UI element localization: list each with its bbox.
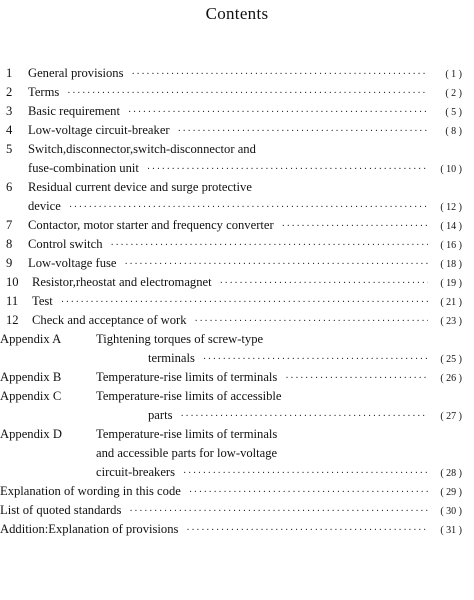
- table-of-contents: [0, 66, 462, 541]
- toc-entry[interactable]: [6, 123, 462, 142]
- toc-entry[interactable]: [6, 256, 462, 275]
- toc-entry-page: ( 27 ): [440, 411, 462, 422]
- dot-leader: [61, 297, 428, 308]
- back-matter-title: List of quoted standards: [0, 503, 122, 517]
- toc-entry-title: Terms: [28, 85, 60, 99]
- toc-back-matter-entry[interactable]: [0, 522, 462, 541]
- back-matter-title: Explanation of wording in this code: [0, 484, 181, 498]
- appendix-title-continued: parts: [148, 408, 173, 422]
- toc-appendix-entry[interactable]: [0, 370, 462, 389]
- toc-entry-number: 2: [6, 85, 13, 99]
- toc-entry-page: ( 29 ): [440, 487, 462, 498]
- toc-entry[interactable]: [6, 142, 462, 161]
- dot-leader: [147, 164, 428, 175]
- toc-entry-number: 8: [6, 237, 13, 251]
- toc-entry-page: ( 19 ): [440, 278, 462, 289]
- dot-leader: [195, 316, 428, 327]
- toc-appendix-continuation[interactable]: [0, 408, 462, 427]
- dot-leader: [124, 259, 428, 270]
- toc-entry[interactable]: [6, 104, 462, 123]
- appendix-label: Appendix D: [0, 427, 62, 441]
- dot-leader: [180, 411, 428, 422]
- toc-entry-title: Low-voltage circuit-breaker: [28, 123, 170, 137]
- toc-entry[interactable]: [6, 275, 462, 294]
- toc-back-matter-entry[interactable]: [0, 503, 462, 522]
- toc-entry-page: ( 31 ): [440, 525, 462, 536]
- appendix-title: Temperature-rise limits of accessible: [96, 389, 282, 403]
- toc-entry-page: ( 28 ): [440, 468, 462, 479]
- dot-leader: [220, 278, 428, 289]
- toc-entry-title: Residual current device and surge protective: [28, 180, 252, 194]
- toc-entry-page: ( 30 ): [440, 506, 462, 517]
- dot-leader: [178, 126, 428, 137]
- appendix-title-continued: terminals: [148, 351, 195, 365]
- toc-entry-title-continued: device: [28, 199, 61, 213]
- toc-entry-page: ( 18 ): [440, 259, 462, 270]
- dot-leader: [131, 69, 428, 80]
- dot-leader: [111, 240, 428, 251]
- toc-appendix-entry[interactable]: [0, 332, 462, 351]
- toc-entry-page: ( 10 ): [440, 164, 462, 175]
- toc-entry-page: ( 2 ): [445, 88, 462, 99]
- appendix-title-continued: circuit-breakers: [96, 465, 176, 479]
- toc-entry[interactable]: [6, 237, 462, 256]
- toc-entry-continuation[interactable]: [6, 199, 462, 218]
- toc-entry[interactable]: [6, 66, 462, 85]
- toc-entry[interactable]: [6, 180, 462, 199]
- dot-leader: [183, 468, 428, 479]
- toc-entry-page: ( 23 ): [440, 316, 462, 327]
- toc-entry-number: 10: [6, 275, 19, 289]
- appendix-label: Appendix C: [0, 389, 62, 403]
- appendix-title: Temperature-rise limits of terminals: [96, 427, 278, 441]
- toc-entry[interactable]: [6, 218, 462, 237]
- toc-entry-title: Low-voltage fuse: [28, 256, 117, 270]
- toc-appendix-entry[interactable]: [0, 389, 462, 408]
- toc-appendix-entry[interactable]: [0, 427, 462, 446]
- toc-entry[interactable]: [6, 85, 462, 104]
- dot-leader: [69, 202, 428, 213]
- toc-entry-page: ( 5 ): [445, 107, 462, 118]
- toc-entry-number: 9: [6, 256, 13, 270]
- toc-entry-title: Contactor, motor starter and frequency converter: [28, 218, 274, 232]
- toc-back-matter-entry[interactable]: [0, 484, 462, 503]
- toc-entry-number: 11: [6, 294, 19, 308]
- toc-appendix-continuation[interactable]: [0, 465, 462, 484]
- toc-entry-page: ( 25 ): [440, 354, 462, 365]
- toc-entry-number: 4: [6, 123, 13, 137]
- toc-entry-continuation[interactable]: [6, 161, 462, 180]
- back-matter-title: Addition:Explanation of provisions: [0, 522, 179, 536]
- toc-appendix-continuation[interactable]: [0, 351, 462, 370]
- toc-appendix-continuation[interactable]: [0, 446, 462, 465]
- toc-entry-number: 3: [6, 104, 13, 118]
- appendix-title-continued: and accessible parts for low-voltage: [96, 446, 278, 460]
- dot-leader: [67, 88, 428, 99]
- page-title: Contents: [205, 4, 269, 23]
- toc-entry-page: ( 14 ): [440, 221, 462, 232]
- appendix-title: Tightening torques of screw-type: [96, 332, 264, 346]
- toc-entry-number: 6: [6, 180, 13, 194]
- toc-entry-title: Test: [32, 294, 53, 308]
- toc-entry-page: ( 8 ): [445, 126, 462, 137]
- appendix-title: Temperature-rise limits of terminals: [96, 370, 278, 384]
- dot-leader: [186, 525, 428, 536]
- dot-leader: [128, 107, 428, 118]
- toc-entry-page: ( 26 ): [440, 373, 462, 384]
- toc-entry-title: General provisions: [28, 66, 124, 80]
- toc-entry-title-continued: fuse-combination unit: [28, 161, 139, 175]
- toc-entry-number: 12: [6, 313, 19, 327]
- toc-entry-title: Resistor,rheostat and electromagnet: [32, 275, 212, 289]
- toc-entry-page: ( 1 ): [445, 69, 462, 80]
- toc-entry-page: ( 12 ): [440, 202, 462, 213]
- dot-leader: [189, 487, 428, 498]
- toc-entry[interactable]: [6, 294, 462, 313]
- toc-entry[interactable]: [6, 313, 462, 332]
- toc-entry-page: ( 21 ): [440, 297, 462, 308]
- toc-entry-title: Switch,disconnector,switch-disconnector and: [28, 142, 256, 156]
- dot-leader: [282, 221, 428, 232]
- toc-entry-number: 5: [6, 142, 13, 156]
- dot-leader: [129, 506, 428, 517]
- toc-entry-number: 1: [6, 66, 13, 80]
- appendix-label: Appendix B: [0, 370, 62, 384]
- toc-entry-title: Check and acceptance of work: [32, 313, 187, 327]
- toc-entry-title: Basic requirement: [28, 104, 120, 118]
- toc-entry-page: ( 16 ): [440, 240, 462, 251]
- toc-entry-number: 7: [6, 218, 13, 232]
- dot-leader: [203, 354, 428, 365]
- dot-leader: [285, 373, 428, 384]
- appendix-label: Appendix A: [0, 332, 62, 346]
- toc-entry-title: Control switch: [28, 237, 103, 251]
